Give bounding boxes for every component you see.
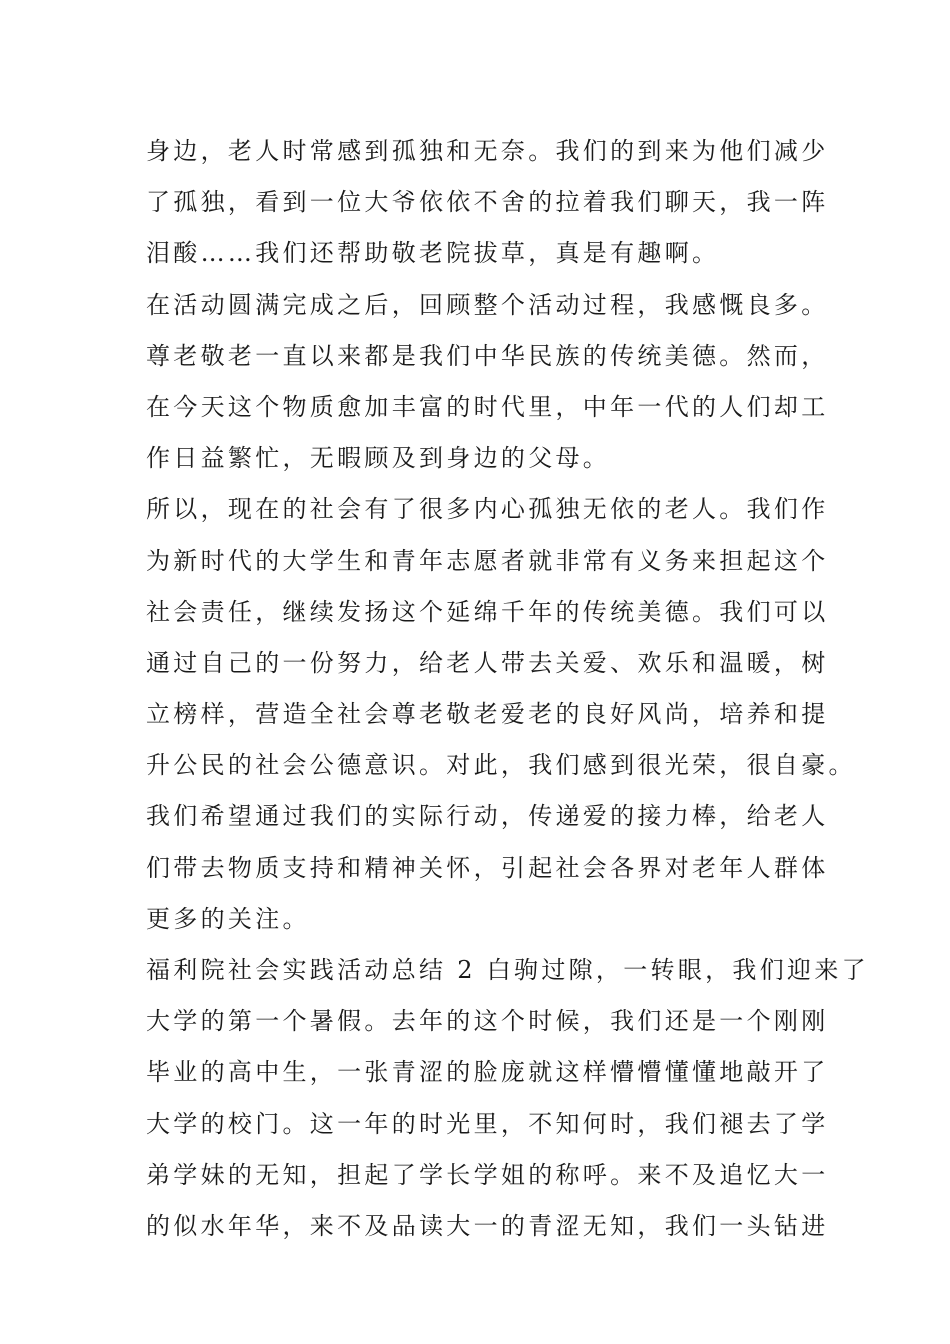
text-line: 毕业的高中生，一张青涩的脸庞就这样懵懵懂懂地敲开了 (146, 1058, 829, 1087)
text-line: 泪酸……我们还帮助敬老院拔草，真是有趣啊。 (146, 239, 720, 268)
text-line: 尊老敬老一直以来都是我们中华民族的传统美德。然而， (146, 341, 829, 370)
text-line: 大学的第一个暑假。去年的这个时候，我们还是一个刚刚 (146, 1007, 829, 1036)
text-line: 更多的关注。 (146, 904, 310, 933)
text-line: 福利院社会实践活动总结 2 白驹过隙，一转眼，我们迎来了 (146, 956, 869, 984)
text-line: 在今天这个物质愈加丰富的时代里，中年一代的人们却工 (146, 392, 829, 421)
text-line: 为新时代的大学生和青年志愿者就非常有义务来担起这个 (146, 546, 829, 575)
text-line: 身边，老人时常感到孤独和无奈。我们的到来为他们减少 (146, 137, 829, 165)
text-line: 了孤独，看到一位大爷依依不舍的拉着我们聊天，我一阵 (146, 188, 829, 217)
text-line: 大学的校门。这一年的时光里，不知何时，我们褪去了学 (146, 1109, 829, 1138)
text-line: 通过自己的一份努力，给老人带去关爱、欢乐和温暖，树 (146, 648, 829, 677)
text-line: 们带去物质支持和精神关怀，引起社会各界对老年人群体 (146, 853, 829, 882)
text-line: 的似水年华，来不及品读大一的青涩无知，我们一头钻进 (146, 1211, 829, 1240)
text-line: 我们希望通过我们的实际行动，传递爱的接力棒，给老人 (146, 802, 829, 831)
text-line: 弟学妹的无知，担起了学长学姐的称呼。来不及追忆大一 (146, 1160, 829, 1189)
text-line: 升公民的社会公德意识。对此，我们感到很光荣，很自豪。 (146, 751, 856, 780)
text-line: 所以，现在的社会有了很多内心孤独无依的老人。我们作 (146, 495, 829, 524)
body-text (146, 126, 869, 1252)
text-line: 立榜样，营造全社会尊老敬老爱老的良好风尚，培养和提 (146, 700, 829, 729)
text-line: 在活动圆满完成之后，回顾整个活动过程，我感慨良多。 (146, 290, 829, 319)
text-line: 社会责任，继续发扬这个延绵千年的传统美德。我们可以 (146, 597, 829, 626)
text-line: 作日益繁忙，无暇顾及到身边的父母。 (146, 444, 611, 473)
